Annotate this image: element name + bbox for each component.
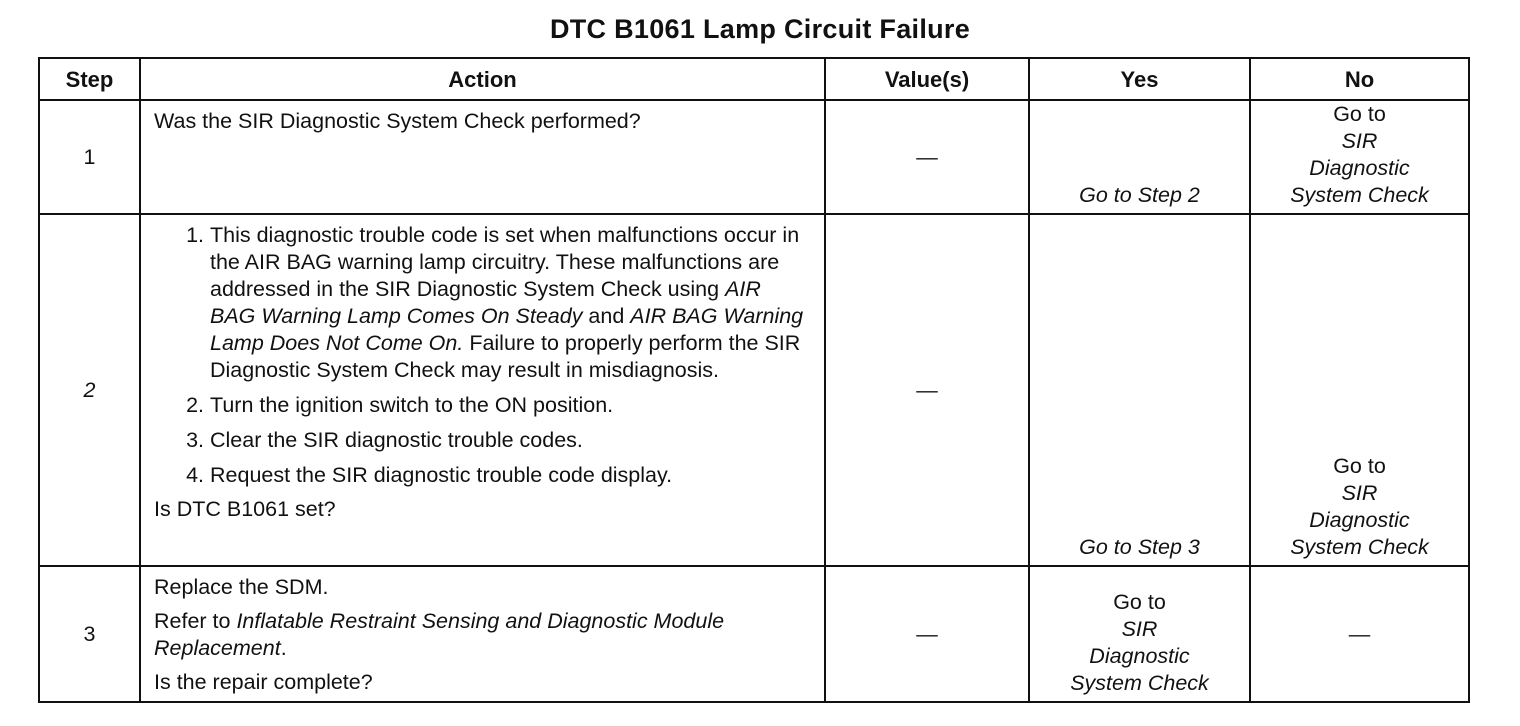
step-number: 1 [39, 100, 140, 214]
no-target-line: SIR [1341, 129, 1378, 153]
page-title: DTC B1061 Lamp Circuit Failure [549, 14, 971, 44]
action-question: Is the repair complete? [154, 670, 373, 694]
action-cell [140, 100, 825, 214]
yes-target: Go to Step 3 [1079, 535, 1200, 559]
list-item: 2. Turn the ignition switch to the ON position. [210, 392, 812, 419]
action-steps-list [154, 222, 812, 489]
no-target-line: Diagnostic [1309, 508, 1410, 532]
action-cell [140, 566, 825, 702]
list-item: 4. Request the SIR diagnostic trouble code display. [210, 462, 812, 489]
table-header-row [39, 58, 1469, 100]
no-target-line: System Check [1290, 535, 1429, 559]
header-values: Value(s) [825, 58, 1029, 100]
header-action: Action [140, 58, 825, 100]
action-line: Replace the SDM. [154, 575, 329, 599]
diagnostic-table [38, 57, 1470, 703]
table-row [39, 566, 1469, 702]
table-row [39, 214, 1469, 566]
yes-target-line: SIR [1121, 617, 1158, 641]
no-target-line: System Check [1290, 183, 1429, 207]
action-refer: Refer to Inflatable Restraint Sensing and Diagnostic Module Replacement. [154, 609, 725, 660]
yes-target-line: Diagnostic [1089, 644, 1190, 668]
list-item: 1. This diagnostic trouble code is set when malfunctions occur in the AIR BAG warning lamp circuitry. These malfunctions are addressed in the SIR Diagnostic System Check using AIR BAG Warning Lamp Comes On Steady and AIR BAG Warning Lamp Does Not Come On. Failure to properly perform the SIR Diagnostic System Check may result in misdiagnosis. [210, 222, 812, 384]
value-cell: — [825, 566, 1029, 702]
step-number: 2 [39, 214, 140, 566]
no-target-line: Diagnostic [1309, 156, 1410, 180]
no-cell: — [1250, 566, 1469, 702]
action-question: Was the SIR Diagnostic System Check performed? [154, 109, 641, 133]
value-cell: — [825, 100, 1029, 214]
step-number: 3 [39, 566, 140, 702]
list-item: 3. Clear the SIR diagnostic trouble codes. [210, 427, 812, 454]
header-yes: Yes [1029, 58, 1250, 100]
header-step: Step [39, 58, 140, 100]
action-cell [140, 214, 825, 566]
no-target-line: SIR [1341, 481, 1378, 505]
no-prefix: Go to [1333, 102, 1386, 126]
no-cell [1250, 214, 1469, 566]
no-prefix: Go to [1333, 454, 1386, 478]
yes-cell [1029, 214, 1250, 566]
yes-cell [1029, 566, 1250, 702]
value-cell: — [825, 214, 1029, 566]
action-question: Is DTC B1061 set? [154, 497, 336, 521]
yes-prefix: Go to [1113, 590, 1166, 614]
header-no: No [1250, 58, 1469, 100]
yes-target: Go to Step 2 [1079, 183, 1200, 207]
yes-target-line: System Check [1070, 671, 1209, 695]
yes-cell [1029, 100, 1250, 214]
no-cell [1250, 100, 1469, 214]
table-row [39, 100, 1469, 214]
